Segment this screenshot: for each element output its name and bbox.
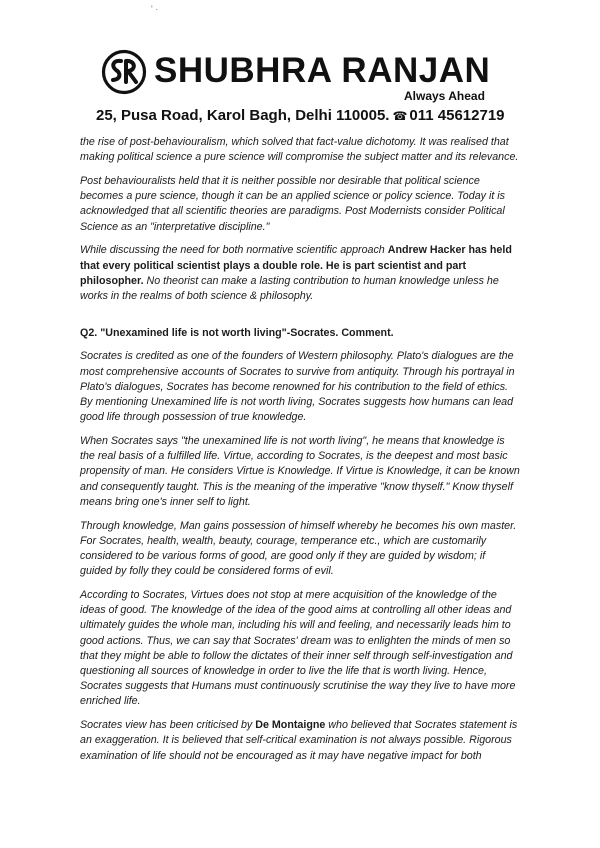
question-heading: Q2. "Unexamined life is not worth living"-Socrates. Comment. [80,327,394,340]
text-span: Socrates view has been criticised by [80,719,256,732]
paragraph: the rise of post-behaviouralism, which solved that fact-value dichotomy. It was realised that making political science a pure science will compromise the subject matter and its relevance. [80,136,519,164]
paragraph [80,718,520,764]
scan-mark: ' · [151,4,159,14]
brand-tagline: Always Ahead [404,89,485,103]
bold-name: De Montaigne [255,719,326,732]
brand-name: SHUBHRA RANJAN [154,51,491,90]
paragraph: Post behaviouralists held that it is neither possible nor desirable that political science becomes a pure science, though it can be an applied science or policy science. Today it is acknowledged that all scientific theories are paradigms. Post Modernists consider Political Science as an "interpretative discipline." [80,175,505,233]
phone-number: 011 45612719 [409,107,505,124]
address-line [96,107,505,124]
bold-quote: Andrew Hacker has held that every political scientist plays a double role. He is part scientist and part philosopher. [80,244,512,287]
paragraph: According to Socrates, Virtues does not stop at mere acquisition of the knowledge of the ideas of good. The knowledge of the idea of the good aims at controlling all other ideas and ultimately guides the whole man, including his will and feeling, and necessarily leads him to good actions. Thus, we can say that Socrates' dream was to enlighten the minds of men so that they might be able to follow the dictates of their inner self through self-investigation and questioning all sources of knowledge in order to live the life that is worth living. Hence, Socrates suggests that Humans must continuously scrutinise the way they live to have more enriched life. [80,589,516,708]
telephone-icon: ☎ [392,109,408,123]
document-body [80,135,520,772]
shubhra-ranjan-logo-icon [101,49,147,95]
text-span: No theorist can make a lasting contribution to human knowledge unless he works in the realms of both science & philosophy. [80,274,499,303]
paragraph: Through knowledge, Man gains possession of himself whereby he becomes his own master. For Socrates, health, wealth, beauty, courage, temperance etc., which are customarily considered to be various forms of good, are good only if they are guided by wisdom; if guided by folly they could be considered forms of evil. [80,519,517,578]
address-text: 25, Pusa Road, Karol Bagh, Delhi 110005. [96,107,390,124]
paragraph [80,243,520,304]
paragraph: When Socrates says "the unexamined life is not worth living", he means that knowledge is the real basis of a fulfilled life. Virtue, according to Socrates, is the deepest and most basic propensity of man. He considers Virtue is Knowledge. If Virtue is Knowledge, it can be known and consequently taught. This is the meaning of the imperative "know thyself." Know thyself means bring one's inner self to light. [80,435,520,508]
text-span: who believed that Socrates statement is an exaggeration. It is believed that self-critical examination is not always possible. Rigorous examination of life should not be encouraged as it may have negative impact for both [80,719,518,762]
text-span: While discussing the need for both normative scientific approach [80,244,388,257]
paragraph: Socrates is credited as one of the founders of Western philosophy. Plato's dialogues are the most comprehensive accounts of Socrates to survive from antiquity. Through his portrayal in Plato's dialogues, Socrates has become renowned for his contribution to the field of ethics. By mentioning Unexamined life is not worth living, Socrates suggests how humans can lead good life through possession of true knowledge. [80,350,515,424]
